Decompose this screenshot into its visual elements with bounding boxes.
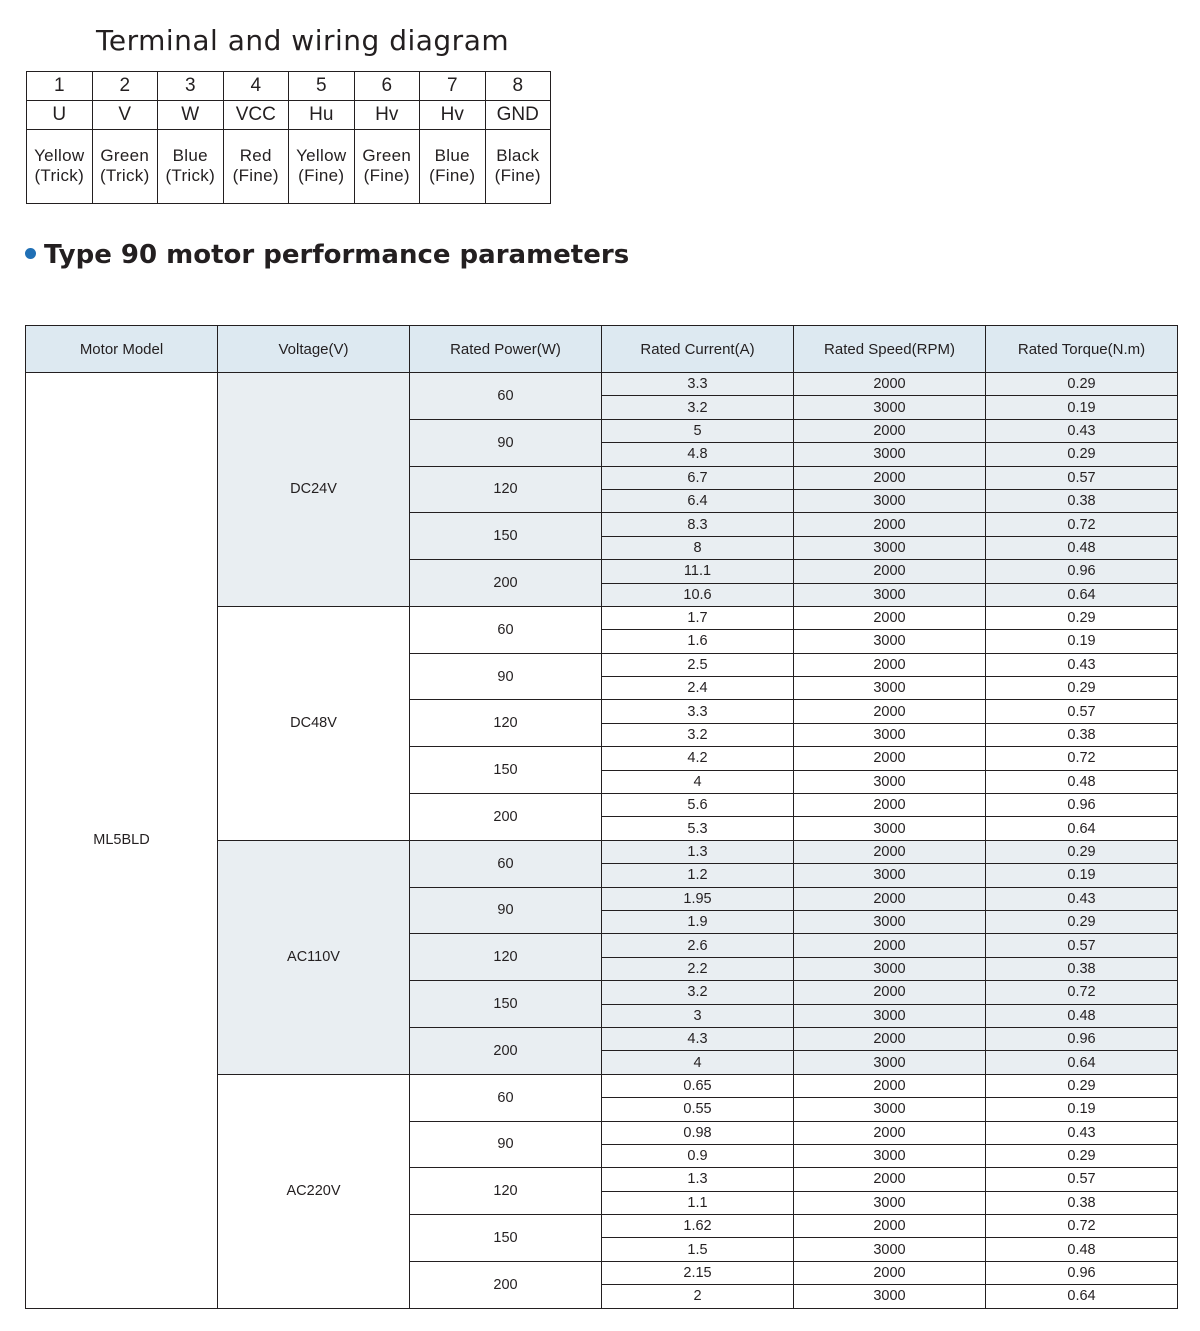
wire-type: (Trick) bbox=[34, 165, 85, 185]
rated-speed-cell: 2000 bbox=[794, 560, 986, 583]
wire-color: Green bbox=[362, 145, 412, 165]
rated-torque-cell: 0.48 bbox=[986, 536, 1178, 559]
terminal-signal: Hv bbox=[420, 101, 486, 130]
rated-speed-cell: 3000 bbox=[794, 443, 986, 466]
motor-model-cell: ML5BLD bbox=[26, 373, 218, 1309]
rated-speed-cell: 3000 bbox=[794, 1144, 986, 1167]
rated-current-cell: 4 bbox=[602, 1051, 794, 1074]
wire-type: (Trick) bbox=[165, 165, 216, 185]
rated-speed-cell: 3000 bbox=[794, 1285, 986, 1308]
rated-torque-cell: 0.19 bbox=[986, 630, 1178, 653]
rated-current-cell: 0.98 bbox=[602, 1121, 794, 1144]
rated-torque-cell: 0.72 bbox=[986, 513, 1178, 536]
column-header: Rated Power(W) bbox=[410, 326, 602, 373]
rated-power-cell: 120 bbox=[410, 466, 602, 513]
terminal-wire-cell bbox=[354, 130, 420, 204]
performance-section-heading bbox=[25, 240, 629, 270]
terminal-signal: V bbox=[92, 101, 158, 130]
terminal-signal: Hu bbox=[289, 101, 355, 130]
rated-power-cell: 90 bbox=[410, 1121, 602, 1168]
rated-current-cell: 2.4 bbox=[602, 677, 794, 700]
terminal-signal: VCC bbox=[223, 101, 289, 130]
rated-current-cell: 3.3 bbox=[602, 373, 794, 396]
column-header: Voltage(V) bbox=[218, 326, 410, 373]
rated-current-cell: 3.2 bbox=[602, 396, 794, 419]
rated-current-cell: 1.9 bbox=[602, 910, 794, 933]
terminal-number: 1 bbox=[27, 72, 93, 101]
rated-speed-cell: 2000 bbox=[794, 1215, 986, 1238]
rated-speed-cell: 2000 bbox=[794, 747, 986, 770]
rated-current-cell: 8 bbox=[602, 536, 794, 559]
rated-speed-cell: 2000 bbox=[794, 606, 986, 629]
terminal-number-row bbox=[27, 72, 551, 101]
rated-power-cell: 200 bbox=[410, 1261, 602, 1308]
rated-torque-cell: 0.38 bbox=[986, 1191, 1178, 1214]
rated-torque-cell: 0.57 bbox=[986, 466, 1178, 489]
rated-speed-cell: 2000 bbox=[794, 887, 986, 910]
rated-speed-cell: 2000 bbox=[794, 1027, 986, 1050]
rated-power-cell: 120 bbox=[410, 1168, 602, 1215]
voltage-cell: AC220V bbox=[218, 1074, 410, 1308]
wire-color: Blue bbox=[172, 145, 208, 165]
rated-speed-cell: 3000 bbox=[794, 1191, 986, 1214]
rated-torque-cell: 0.29 bbox=[986, 1144, 1178, 1167]
wire-color: Yellow bbox=[296, 145, 347, 165]
voltage-cell: DC24V bbox=[218, 373, 410, 607]
terminal-number: 2 bbox=[92, 72, 158, 101]
terminal-wire-cell bbox=[289, 130, 355, 204]
rated-power-cell: 200 bbox=[410, 794, 602, 841]
rated-torque-cell: 0.29 bbox=[986, 1074, 1178, 1097]
rated-torque-cell: 0.29 bbox=[986, 840, 1178, 863]
rated-current-cell: 4.3 bbox=[602, 1027, 794, 1050]
terminal-signal: U bbox=[27, 101, 93, 130]
rated-current-cell: 11.1 bbox=[602, 560, 794, 583]
terminal-signal-row bbox=[27, 101, 551, 130]
rated-power-cell: 200 bbox=[410, 560, 602, 607]
rated-speed-cell: 3000 bbox=[794, 396, 986, 419]
rated-current-cell: 3.2 bbox=[602, 981, 794, 1004]
column-header: Motor Model bbox=[26, 326, 218, 373]
rated-torque-cell: 0.43 bbox=[986, 1121, 1178, 1144]
rated-power-cell: 90 bbox=[410, 419, 602, 466]
rated-torque-cell: 0.64 bbox=[986, 817, 1178, 840]
rated-current-cell: 2.6 bbox=[602, 934, 794, 957]
voltage-cell: DC48V bbox=[218, 606, 410, 840]
rated-current-cell: 4.2 bbox=[602, 747, 794, 770]
terminal-signal: Hv bbox=[354, 101, 420, 130]
rated-current-cell: 3.2 bbox=[602, 723, 794, 746]
rated-current-cell: 0.55 bbox=[602, 1098, 794, 1121]
rated-current-cell: 1.95 bbox=[602, 887, 794, 910]
rated-current-cell: 4 bbox=[602, 770, 794, 793]
rated-torque-cell: 0.64 bbox=[986, 1285, 1178, 1308]
rated-torque-cell: 0.29 bbox=[986, 677, 1178, 700]
rated-current-cell: 5.3 bbox=[602, 817, 794, 840]
terminal-number: 5 bbox=[289, 72, 355, 101]
rated-torque-cell: 0.96 bbox=[986, 1261, 1178, 1284]
rated-power-cell: 60 bbox=[410, 373, 602, 420]
rated-torque-cell: 0.64 bbox=[986, 583, 1178, 606]
rated-speed-cell: 2000 bbox=[794, 513, 986, 536]
rated-speed-cell: 3000 bbox=[794, 957, 986, 980]
rated-current-cell: 1.3 bbox=[602, 840, 794, 863]
rated-current-cell: 2 bbox=[602, 1285, 794, 1308]
wire-type: (Fine) bbox=[232, 165, 279, 185]
section-title: Type 90 motor performance parameters bbox=[44, 240, 630, 270]
rated-current-cell: 1.3 bbox=[602, 1168, 794, 1191]
rated-power-cell: 150 bbox=[410, 981, 602, 1028]
rated-torque-cell: 0.29 bbox=[986, 606, 1178, 629]
wire-type: (Trick) bbox=[99, 165, 150, 185]
rated-current-cell: 2.2 bbox=[602, 957, 794, 980]
column-header: Rated Torque(N.m) bbox=[986, 326, 1178, 373]
rated-torque-cell: 0.29 bbox=[986, 910, 1178, 933]
rated-speed-cell: 2000 bbox=[794, 466, 986, 489]
rated-current-cell: 6.7 bbox=[602, 466, 794, 489]
terminal-wire-cell bbox=[485, 130, 551, 204]
rated-torque-cell: 0.29 bbox=[986, 373, 1178, 396]
rated-torque-cell: 0.96 bbox=[986, 794, 1178, 817]
rated-speed-cell: 3000 bbox=[794, 1051, 986, 1074]
rated-torque-cell: 0.43 bbox=[986, 653, 1178, 676]
rated-speed-cell: 3000 bbox=[794, 910, 986, 933]
rated-speed-cell: 2000 bbox=[794, 1074, 986, 1097]
rated-torque-cell: 0.19 bbox=[986, 1098, 1178, 1121]
terminal-wire-color-row bbox=[27, 130, 551, 204]
column-header: Rated Speed(RPM) bbox=[794, 326, 986, 373]
rated-speed-cell: 3000 bbox=[794, 1238, 986, 1261]
rated-speed-cell: 2000 bbox=[794, 1261, 986, 1284]
terminal-number: 8 bbox=[485, 72, 551, 101]
terminal-wire-cell bbox=[223, 130, 289, 204]
rated-speed-cell: 3000 bbox=[794, 817, 986, 840]
rated-speed-cell: 3000 bbox=[794, 536, 986, 559]
rated-speed-cell: 2000 bbox=[794, 840, 986, 863]
rated-speed-cell: 3000 bbox=[794, 723, 986, 746]
rated-torque-cell: 0.43 bbox=[986, 419, 1178, 442]
performance-table bbox=[25, 325, 1178, 1309]
rated-current-cell: 6.4 bbox=[602, 489, 794, 512]
wire-color: Blue bbox=[434, 145, 470, 165]
rated-current-cell: 1.2 bbox=[602, 864, 794, 887]
terminal-wire-cell bbox=[92, 130, 158, 204]
rated-speed-cell: 2000 bbox=[794, 373, 986, 396]
terminal-table bbox=[26, 71, 551, 204]
rated-torque-cell: 0.57 bbox=[986, 700, 1178, 723]
wire-color: Green bbox=[100, 145, 150, 165]
rated-speed-cell: 2000 bbox=[794, 419, 986, 442]
rated-torque-cell: 0.48 bbox=[986, 1238, 1178, 1261]
rated-current-cell: 1.7 bbox=[602, 606, 794, 629]
rated-torque-cell: 0.96 bbox=[986, 1027, 1178, 1050]
rated-current-cell: 2.15 bbox=[602, 1261, 794, 1284]
rated-power-cell: 200 bbox=[410, 1027, 602, 1074]
wire-type: (Fine) bbox=[429, 165, 476, 185]
rated-current-cell: 3 bbox=[602, 1004, 794, 1027]
rated-torque-cell: 0.72 bbox=[986, 981, 1178, 1004]
rated-speed-cell: 3000 bbox=[794, 1098, 986, 1121]
rated-speed-cell: 3000 bbox=[794, 489, 986, 512]
rated-torque-cell: 0.57 bbox=[986, 934, 1178, 957]
terminal-diagram-title: Terminal and wiring diagram bbox=[96, 24, 510, 57]
rated-speed-cell: 2000 bbox=[794, 981, 986, 1004]
rated-torque-cell: 0.96 bbox=[986, 560, 1178, 583]
rated-torque-cell: 0.72 bbox=[986, 747, 1178, 770]
terminal-number: 4 bbox=[223, 72, 289, 101]
rated-speed-cell: 3000 bbox=[794, 630, 986, 653]
rated-current-cell: 2.5 bbox=[602, 653, 794, 676]
wire-color: Red bbox=[239, 145, 272, 165]
wire-color: Yellow bbox=[34, 145, 85, 165]
rated-current-cell: 5.6 bbox=[602, 794, 794, 817]
rated-torque-cell: 0.19 bbox=[986, 396, 1178, 419]
rated-power-cell: 120 bbox=[410, 700, 602, 747]
terminal-number: 6 bbox=[354, 72, 420, 101]
rated-speed-cell: 2000 bbox=[794, 1121, 986, 1144]
wire-type: (Fine) bbox=[494, 165, 541, 185]
table-row bbox=[26, 373, 1178, 396]
performance-table-body bbox=[26, 373, 1178, 1309]
rated-speed-cell: 3000 bbox=[794, 1004, 986, 1027]
terminal-wire-cell bbox=[420, 130, 486, 204]
rated-power-cell: 60 bbox=[410, 606, 602, 653]
rated-torque-cell: 0.72 bbox=[986, 1215, 1178, 1238]
rated-speed-cell: 2000 bbox=[794, 653, 986, 676]
rated-speed-cell: 3000 bbox=[794, 864, 986, 887]
rated-current-cell: 1.1 bbox=[602, 1191, 794, 1214]
rated-speed-cell: 2000 bbox=[794, 794, 986, 817]
rated-torque-cell: 0.48 bbox=[986, 1004, 1178, 1027]
rated-power-cell: 150 bbox=[410, 747, 602, 794]
rated-torque-cell: 0.38 bbox=[986, 489, 1178, 512]
column-header: Rated Current(A) bbox=[602, 326, 794, 373]
terminal-signal: GND bbox=[485, 101, 551, 130]
rated-torque-cell: 0.43 bbox=[986, 887, 1178, 910]
terminal-wire-cell bbox=[27, 130, 93, 204]
rated-power-cell: 90 bbox=[410, 887, 602, 934]
rated-torque-cell: 0.57 bbox=[986, 1168, 1178, 1191]
rated-current-cell: 4.8 bbox=[602, 443, 794, 466]
terminal-number: 7 bbox=[420, 72, 486, 101]
rated-current-cell: 1.62 bbox=[602, 1215, 794, 1238]
rated-current-cell: 3.3 bbox=[602, 700, 794, 723]
bullet-dot-icon bbox=[25, 248, 36, 259]
rated-power-cell: 90 bbox=[410, 653, 602, 700]
rated-current-cell: 0.65 bbox=[602, 1074, 794, 1097]
wire-color: Black bbox=[496, 145, 540, 165]
rated-current-cell: 1.6 bbox=[602, 630, 794, 653]
rated-speed-cell: 2000 bbox=[794, 700, 986, 723]
rated-torque-cell: 0.48 bbox=[986, 770, 1178, 793]
terminal-wire-cell bbox=[158, 130, 224, 204]
rated-torque-cell: 0.38 bbox=[986, 957, 1178, 980]
table-header-row bbox=[26, 326, 1178, 373]
rated-torque-cell: 0.38 bbox=[986, 723, 1178, 746]
wire-type: (Fine) bbox=[363, 165, 410, 185]
rated-torque-cell: 0.29 bbox=[986, 443, 1178, 466]
voltage-cell: AC110V bbox=[218, 840, 410, 1074]
rated-speed-cell: 2000 bbox=[794, 1168, 986, 1191]
terminal-number: 3 bbox=[158, 72, 224, 101]
rated-speed-cell: 3000 bbox=[794, 583, 986, 606]
rated-speed-cell: 3000 bbox=[794, 677, 986, 700]
wire-type: (Fine) bbox=[298, 165, 345, 185]
rated-speed-cell: 3000 bbox=[794, 770, 986, 793]
rated-current-cell: 10.6 bbox=[602, 583, 794, 606]
rated-current-cell: 8.3 bbox=[602, 513, 794, 536]
rated-power-cell: 60 bbox=[410, 840, 602, 887]
rated-power-cell: 150 bbox=[410, 1215, 602, 1262]
rated-power-cell: 120 bbox=[410, 934, 602, 981]
rated-current-cell: 5 bbox=[602, 419, 794, 442]
terminal-signal: W bbox=[158, 101, 224, 130]
rated-power-cell: 150 bbox=[410, 513, 602, 560]
rated-current-cell: 0.9 bbox=[602, 1144, 794, 1167]
rated-power-cell: 60 bbox=[410, 1074, 602, 1121]
rated-torque-cell: 0.19 bbox=[986, 864, 1178, 887]
rated-current-cell: 1.5 bbox=[602, 1238, 794, 1261]
rated-torque-cell: 0.64 bbox=[986, 1051, 1178, 1074]
rated-speed-cell: 2000 bbox=[794, 934, 986, 957]
